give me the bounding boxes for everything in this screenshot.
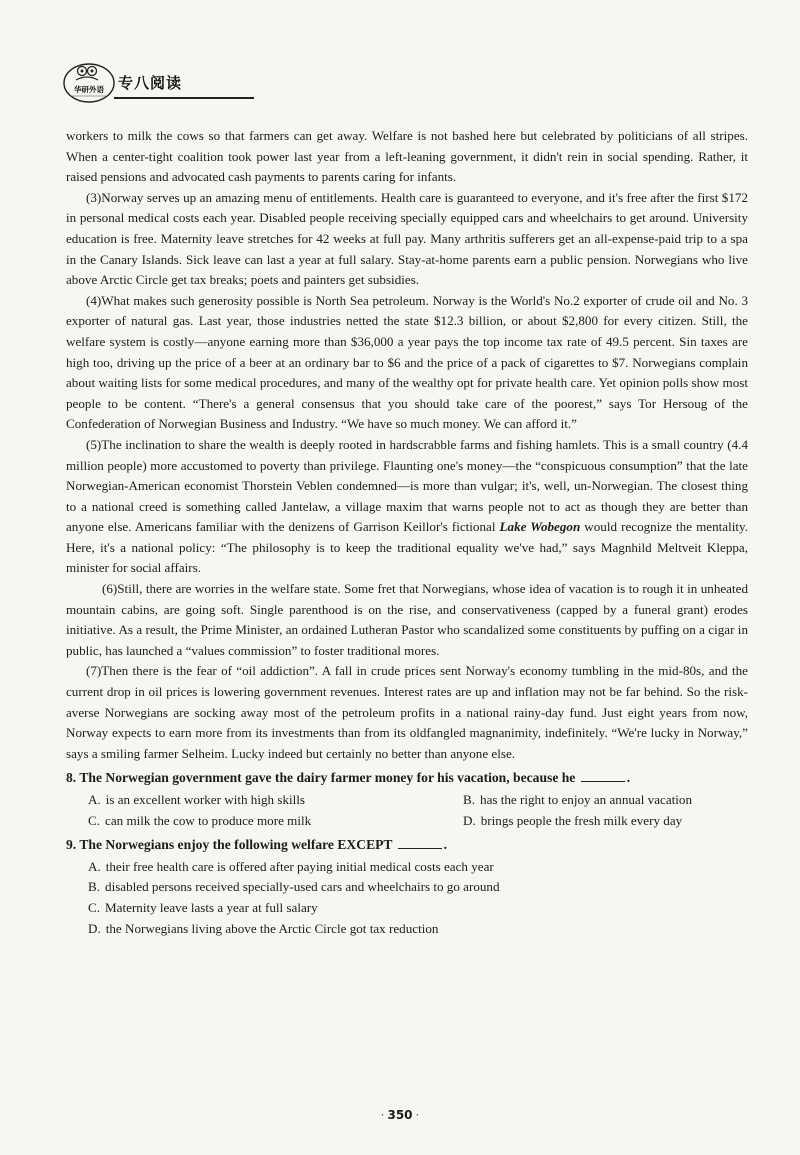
option-d[interactable] <box>66 919 748 940</box>
huayan-logo-icon <box>62 58 116 104</box>
option-letter: B. <box>88 879 101 895</box>
option-a[interactable] <box>88 790 463 811</box>
option-letter: C. <box>88 899 101 915</box>
paragraph-7: (7)Then there is the fear of “oil addiction”. A fall in crude prices sent Norway's economy tumbling in the mid-80s, and the current drop in oil prices is lowering government revenues. Interest rates are up and inflation may not be far behind. So the risk-averse Norwegians are socking away most of the petroleum profits in a national rainy-day fund. Just eight years from now, Norway expects to earn more from its investments than from its oldfangled magnanimity, indefinitely. “We're lucky in Norway,” says a smiling farmer Selheim. Lucky indeed but certainly no better than anyone else. <box>66 663 748 761</box>
lake-wobegon-title: Lake Wobegon <box>499 519 581 535</box>
option-letter: C. <box>88 812 101 828</box>
paragraph-4: (4)What makes such generosity possible is North Sea petroleum. Norway is the World's No.2 exporter of crude oil and No. 3 exporter of natural gas. Last year, those industries netted the state $12.3 billion, or about $2,800 for every citizen. Still, the welfare system is costly—anyone earning more than $36,000 a year pays the top income tax rate of 49.5 percent. Sin taxes are high too, driving up the price of a beer at an ordinary bar to $6 and the price of a pack of cigarettes to $7. Norwegians complain about waiting lists for some medical procedures, and many of the wealthy opt for private health care. Yet opinion polls show most people to be content. “There's a general consensus that you should take care of the poorest,” says Tor Hersoug of the Confederation of Norwegian Business and Industry. “We have so much money. We can afford it.” <box>66 292 748 432</box>
article-body <box>66 126 748 939</box>
question-8-options <box>66 790 748 831</box>
paragraph-6: (6)Still, there are worries in the welfare state. Some fret that Norwegians, whose idea of vacation is to rough it in unheated mountain cabins, are going soft. Single parenthood is on the rise, and conservativeness (capped by a funeral grant) erodes initiative. As a result, the Prime Minister, an ordained Lutheran Pastor who scandalized some constituents by puffing on a cigar in public, has launched a “values commission” to foster traditional mores. <box>66 581 748 658</box>
paragraph-5-text: (5)The inclination to share the wealth is deeply rooted in hardscrabble farms and fishing hamlets. This is a small country (4.4 million people) more accustomed to poverty than privilege. Flaunting one's money—the “conspicuous consumption” that the late Norwegian-American economist Thorstein Veblen condemned—is more than vulgar; it's, well, un-Norwegian. The closest thing to a national creed is something called Jantelaw, a village maxim that warns people not to act as though they are better than anyone else. Americans familiar with the denizens of Garrison Keillor's fictional <box>66 436 748 535</box>
option-c[interactable] <box>88 811 463 832</box>
option-text: Maternity leave lasts a year at full salary <box>105 899 318 915</box>
option-d[interactable] <box>463 811 763 832</box>
question-number: 8. <box>66 770 77 786</box>
header-rule <box>114 97 254 99</box>
question-9-options <box>66 857 748 939</box>
svg-text:华研外语: 华研外语 <box>74 85 104 94</box>
option-text: disabled persons received specially-used cars and wheelchairs to go around <box>105 879 500 895</box>
question-text: The Norwegian government gave the dairy farmer money for his vacation, because he <box>79 770 576 786</box>
option-letter: A. <box>88 792 101 807</box>
option-c[interactable] <box>66 898 748 919</box>
option-text: is an excellent worker with high skills <box>105 792 306 807</box>
answer-blank <box>581 769 625 782</box>
page-number-dot: · <box>380 1108 385 1122</box>
option-text: can milk the cow to produce more milk <box>105 812 312 828</box>
option-text: has the right to enjoy an annual vacation <box>480 792 692 807</box>
page-number-dot: · <box>415 1108 420 1122</box>
option-text: their free health care is offered after paying initial medical costs each year <box>105 858 494 874</box>
question-end: . <box>443 837 448 853</box>
question-8-stem <box>66 768 748 789</box>
option-b[interactable] <box>66 877 748 898</box>
option-letter: A. <box>88 858 101 874</box>
option-b[interactable] <box>463 790 763 811</box>
page-header <box>62 58 262 106</box>
paragraph-3: (3)Norway serves up an amazing menu of entitlements. Health care is guaranteed to everyone, and it's free after the first $172 in personal medical costs each year. Disabled people receiving specially equipped cars and wheelchairs to get around. University education is free. Maternity leave stretches for 42 weeks at full pay. Many arthritis sufferers get an all-expense-paid trip to a spa in the Canary Islands. Sick leave can last a year at full salary. Stay-at-home parents earn a public pension. Norwegians who live above Arctic Circle get tax breaks; poets and painters get subsidies. <box>66 189 748 288</box>
question-text: The Norwegians enjoy the following welfare EXCEPT <box>79 837 393 853</box>
option-letter: D. <box>88 920 101 936</box>
question-end: . <box>626 770 631 786</box>
option-text: the Norwegians living above the Arctic Circle got tax reduction <box>105 920 439 936</box>
paragraph-continued: workers to milk the cows so that farmers can get away. Welfare is not bashed here but celebrated by politicians of all stripes. When a center-tight coalition took power last year from a left-leaning government, it didn't rein in social spending. Rather, it raised pensions and advocated cash payments to parents caring for infants. <box>66 128 748 185</box>
section-title: 专八阅读 <box>118 74 183 92</box>
option-letter: D. <box>463 812 476 828</box>
option-letter: B. <box>463 792 476 807</box>
paragraph-5-tail: would recognize the mentality. Here, it's a national policy: “The philosophy is to keep the traditional equality we've had,” says Magnhild Meltveit Kleppa, minister for social affairs. <box>66 519 748 576</box>
option-text: brings people the fresh milk every day <box>480 812 683 828</box>
paragraph-5 <box>66 435 748 579</box>
question-9-stem <box>66 835 748 856</box>
option-a[interactable] <box>66 857 748 878</box>
page-number <box>0 1108 800 1122</box>
question-number: 9. <box>66 837 77 853</box>
answer-blank <box>398 836 442 849</box>
page-number-value: 350 <box>387 1108 413 1122</box>
